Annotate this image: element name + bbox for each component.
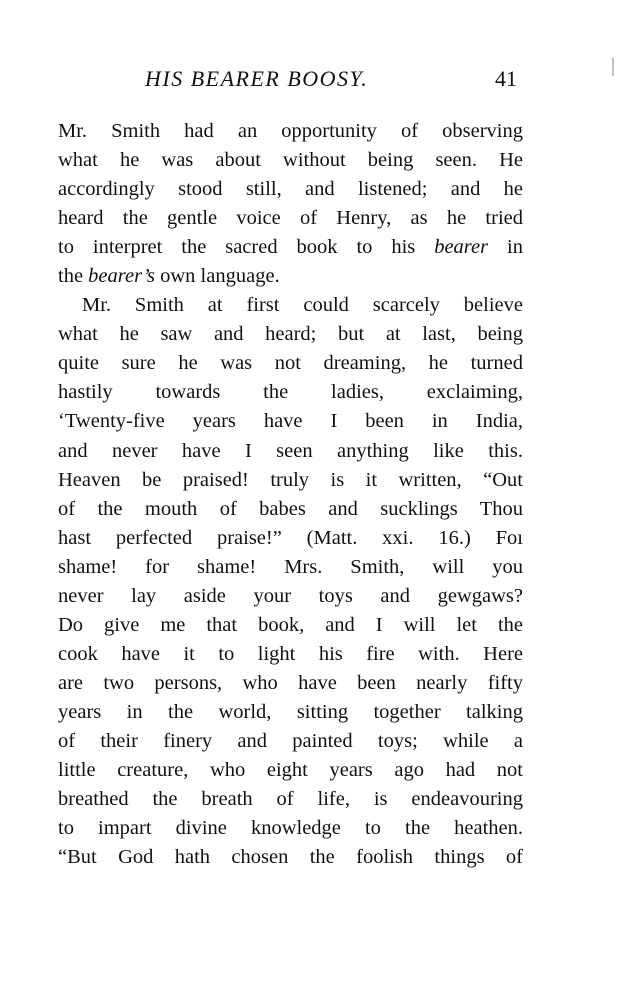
text-line: Mr. Smith at first could scarcely believe bbox=[82, 294, 523, 317]
text-line: years in the world, sitting together talking bbox=[58, 700, 523, 723]
text-line: little creature, who eight years ago had not bbox=[58, 759, 523, 782]
text-line: of the mouth of babes and sucklings Thou bbox=[58, 497, 523, 520]
text-line: to impart divine knowledge to the heathen. bbox=[58, 817, 523, 840]
text-line: ‘Twenty-five years have I been in India, bbox=[58, 410, 523, 433]
text-line: are two persons, who have been nearly fifty bbox=[58, 671, 523, 694]
text-line: hast perfected praise!” (Matt. xxi. 16.) Foı bbox=[58, 526, 523, 549]
text-line: Do give me that book, and I will let the bbox=[58, 613, 523, 636]
body-text bbox=[58, 117, 523, 872]
text-line: Heaven be praised! truly is it written, “Out bbox=[58, 468, 523, 491]
text-line: accordingly stood still, and listened; and he bbox=[58, 178, 523, 201]
text-line: “But God hath chosen the foolish things of bbox=[58, 846, 523, 869]
running-head bbox=[58, 64, 523, 94]
text-line: quite sure he was not dreaming, he turned bbox=[58, 352, 523, 375]
running-title: HIS BEARER BOOSY. bbox=[145, 66, 369, 91]
italic-word: bearer’s bbox=[88, 265, 155, 288]
text-line: Mr. Smith had an opportunity of observing bbox=[58, 120, 523, 142]
page-number: 41 bbox=[495, 66, 517, 91]
italic-word: bearer bbox=[434, 236, 489, 259]
text-line: never lay aside your toys and gewgaws? bbox=[58, 584, 523, 607]
text-line: and never have I seen anything like this. bbox=[58, 439, 523, 462]
text-line: what he was about without being seen. He bbox=[58, 149, 523, 172]
text-line: what he saw and heard; but at last, being bbox=[58, 323, 523, 346]
text-line: breathed the breath of life, is endeavouring bbox=[58, 788, 523, 811]
text-line: to interpret the sacred book to his bearer in bbox=[58, 236, 523, 259]
text-line: heard the gentle voice of Henry, as he tried bbox=[58, 207, 523, 230]
text-line: hastily towards the ladies, exclaiming, bbox=[58, 381, 523, 404]
text-line: cook have it to light his fire with. Here bbox=[58, 642, 523, 665]
text-line: the bearer’s own language. bbox=[58, 265, 280, 288]
text-line: of their finery and painted toys; while a bbox=[58, 729, 523, 752]
page-edge-mark bbox=[612, 58, 614, 76]
text-line: shame! for shame! Mrs. Smith, will you bbox=[58, 555, 523, 578]
